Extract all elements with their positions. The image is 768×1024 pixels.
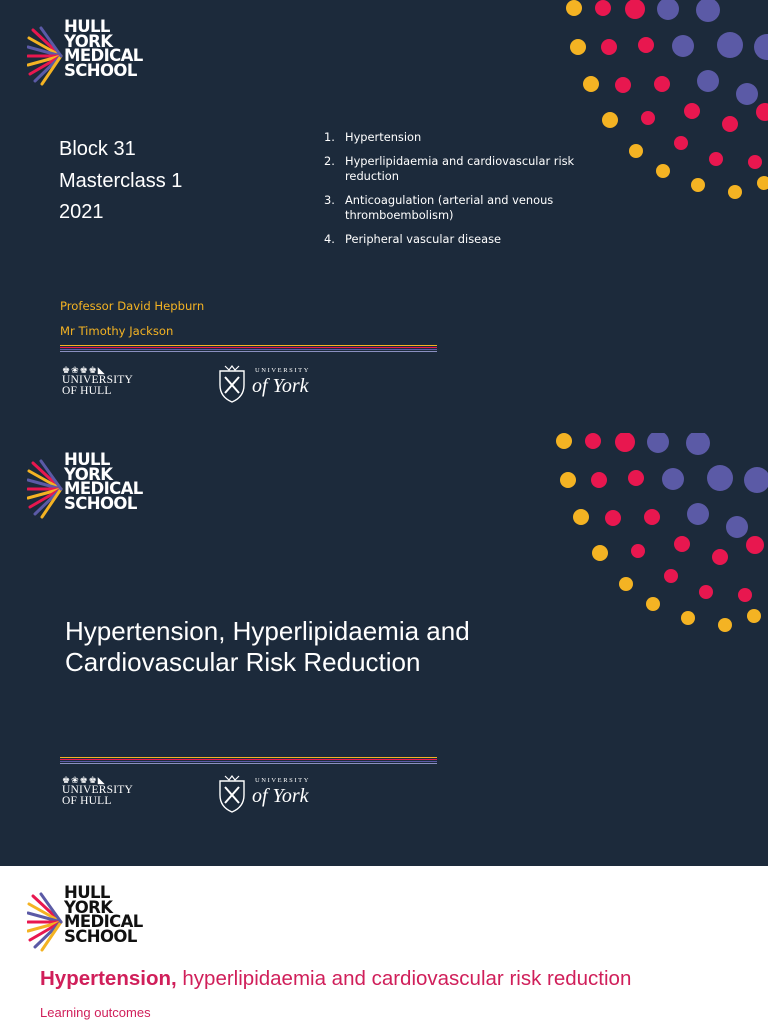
york-crest-icon [217,365,247,403]
decorative-dot [556,433,572,449]
list-item: 1. Hypertension [324,130,422,144]
decorative-dot [646,597,660,611]
decorative-dot [570,39,586,55]
decorative-dot [656,164,670,178]
decorative-dot [707,465,733,491]
presenter-name: Mr Timothy Jackson [60,323,174,338]
decorative-dot [726,516,748,538]
university-of-york-logo: UNIVERSITY of York [217,365,317,405]
decorative-dot [736,83,758,105]
decorative-dot [744,467,768,493]
decorative-dot [712,549,728,565]
decorative-dot [748,155,762,169]
decorative-dot [756,103,768,121]
decorative-dot [664,569,678,583]
list-item: 4. Peripheral vascular disease [324,231,502,246]
decorative-dot [697,70,719,92]
content-slide [0,866,768,1024]
decorative-dot [672,35,694,57]
decorative-dot [605,510,621,526]
masterclass-label: Masterclass 1 [59,169,183,192]
hull-crowns-icon: ♚❀♚♚◣ [62,775,106,785]
title-slide-topic [0,433,768,866]
decorative-dot [595,0,611,16]
decorative-dot [566,0,582,16]
list-item: 2. Hyperlipidaemia and cardiovascular risk reduction [324,153,575,183]
separator-lines [60,757,437,764]
decorative-dot [674,536,690,552]
hyms-logo-text: HULL YORK MEDICAL SCHOOL [64,883,143,946]
decorative-dot [746,536,764,554]
block-info [59,134,182,229]
decorative-dot [647,433,669,453]
decorative-dot [691,178,705,192]
decorative-dot [628,470,644,486]
university-of-hull-logo: ♚❀♚♚◣ UNIVERSITY OF HULL [62,776,142,807]
separator-lines [60,345,437,352]
decorative-dot [684,103,700,119]
decorative-dot [631,544,645,558]
decorative-dot [615,433,635,452]
decorative-dot [699,585,713,599]
presenter-name: Professor David Hepburn [60,299,205,313]
decorative-dot [709,152,723,166]
presenters [60,294,204,343]
hyms-burst-icon [27,892,63,952]
dot-pattern-2 [556,433,768,632]
decorative-dot [591,472,607,488]
decorative-dot [592,545,608,561]
decorative-dot [583,76,599,92]
decorative-dot [662,468,684,490]
title-slide-block [0,0,768,433]
university-of-york-logo: UNIVERSITY of York [217,775,317,815]
topic-list [322,130,582,255]
dot-pattern-1 [566,0,768,199]
list-item: 3. Anticoagulation (arterial and venous thromboembolism) [324,192,554,222]
decorative-dot [629,144,643,158]
decorative-dot [641,111,655,125]
decorative-dot [696,0,720,22]
hyms-logo [27,883,177,956]
decorative-dot [657,0,679,20]
decorative-dot [717,32,743,58]
york-crest-icon [217,775,247,813]
decorative-dot [602,112,618,128]
slide-title: Hypertension, Hyperlipidaemia and Cardiovascular Risk Reduction [65,616,470,677]
decorative-dot [754,34,768,60]
decorative-dot [654,76,670,92]
decorative-dot [747,609,761,623]
hull-crowns-icon: ♚❀♚♚◣ [62,365,106,375]
decorative-dot [681,611,695,625]
decorative-dot [757,176,768,190]
university-of-hull-logo: ♚❀♚♚◣ UNIVERSITY OF HULL [62,366,142,397]
decorative-dot [722,116,738,132]
decorative-dot [674,136,688,150]
decorative-dot [686,433,710,455]
decorative-dot [619,577,633,591]
decorative-dot [615,77,631,93]
decorative-dot [687,503,709,525]
decorative-dot [718,618,732,632]
hyms-logo-text: HULL YORK MEDICAL SCHOOL [64,17,143,80]
decorative-dot [644,509,660,525]
decorative-dot [638,37,654,53]
decorative-dot [738,588,752,602]
decorative-dot [560,472,576,488]
block-number: Block 31 [59,138,136,160]
slide-subheading: Learning outcomes [40,1005,151,1020]
decorative-dot [601,39,617,55]
decorative-dot [585,433,601,449]
decorative-dot [728,185,742,199]
hyms-logo-text: HULL YORK MEDICAL SCHOOL [64,450,143,513]
year-label: 2021 [59,201,104,223]
decorative-dot [625,0,645,19]
decorative-dot [573,509,589,525]
slide-heading: Hypertension, hyperlipidaemia and cardiovascular risk reduction [40,967,632,990]
